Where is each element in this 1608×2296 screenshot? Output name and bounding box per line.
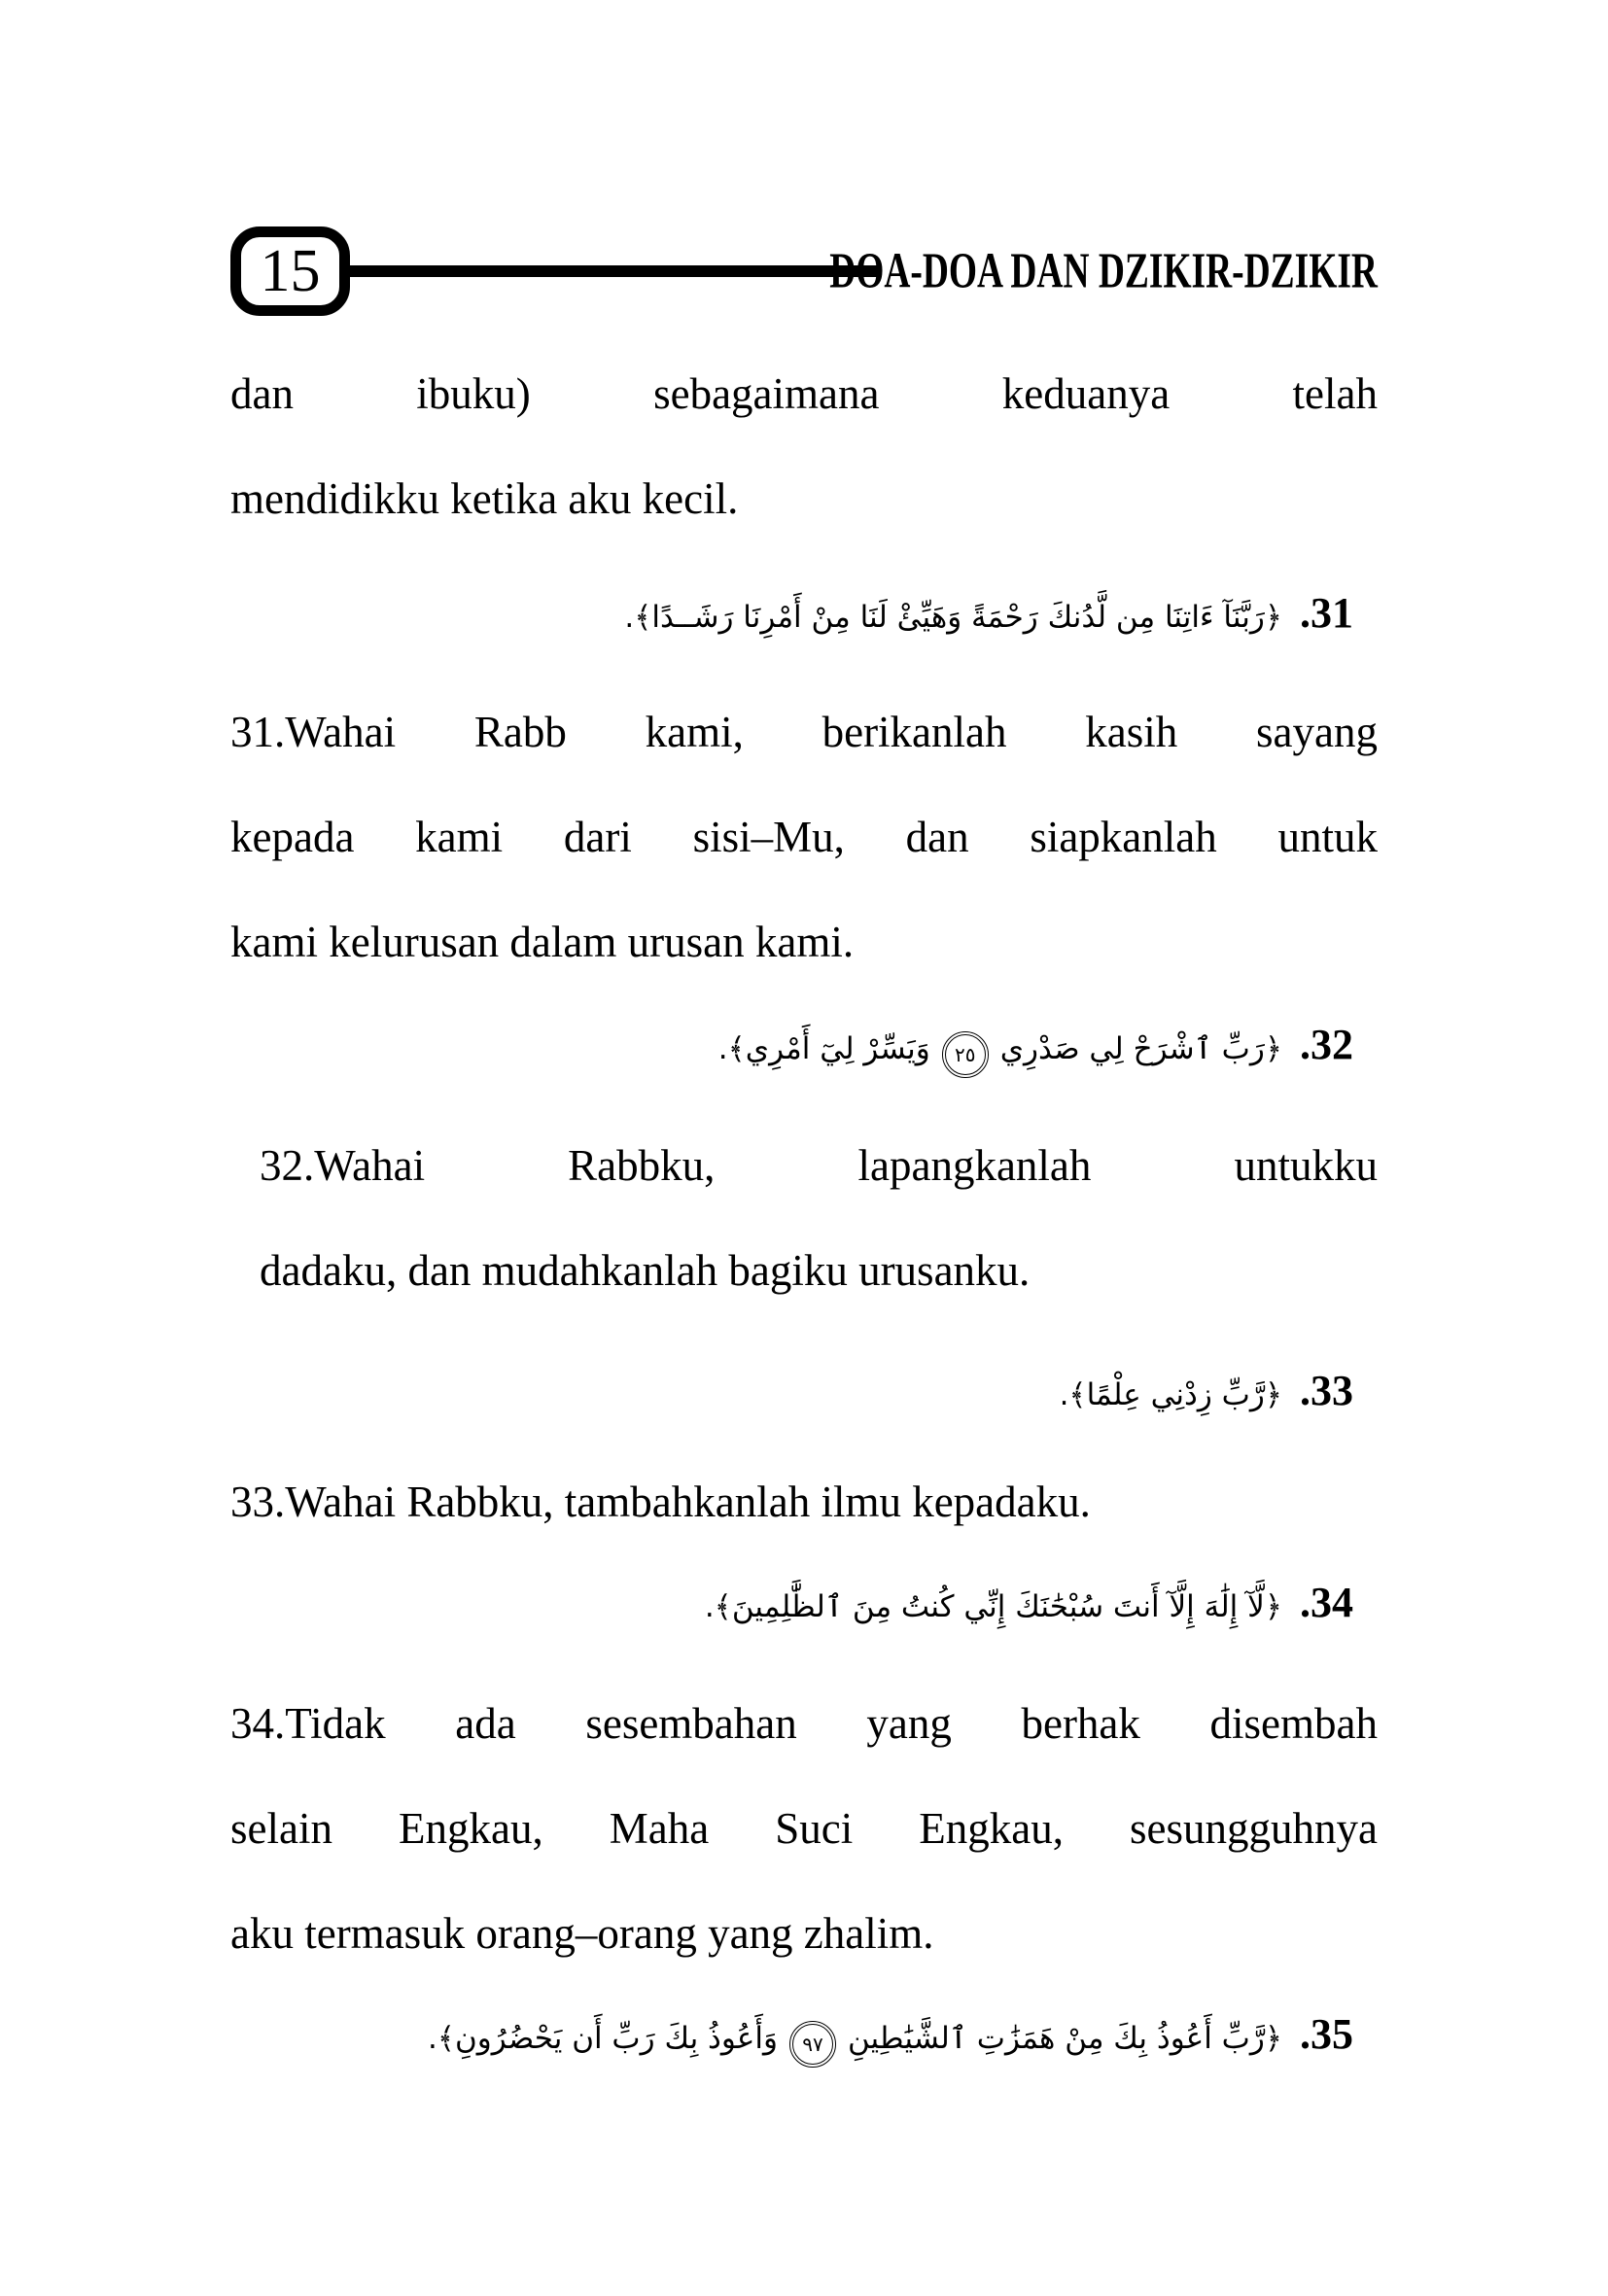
verse-arabic-35	[230, 1986, 1378, 2093]
intro-paragraph	[230, 341, 1378, 551]
arabic-text: ﴿رَّبِّ زِدْنِي عِلْمًا﴾.	[1059, 1377, 1282, 1412]
arabic-text: ﴿لَّآ إِلَٰهَ إِلَّآ أَنتَ سُبْحَٰنَكَ إِنِّي كُنتُ مِنَ ٱلظَّٰلِمِينَ﴾.	[704, 1589, 1282, 1624]
translation-line: selain Engkau, Maha Suci Engkau, sesungguhnya	[230, 1804, 1378, 1853]
translation-line: kepada kami dari sisi–Mu, dan siapkanlah untuk	[230, 813, 1378, 861]
verse-arabic-32	[230, 996, 1378, 1103]
page-number: 15	[260, 238, 321, 304]
ayah-end-marker: ٩٧	[789, 2021, 836, 2068]
verse-translation-31	[230, 679, 1378, 994]
verse-arabic-33	[230, 1342, 1378, 1449]
page-title: DOA-DOA DAN DZIKIR-DZIKIR	[829, 243, 1378, 299]
verse-translation-34	[230, 1671, 1378, 1986]
verse-number: 33.	[1300, 1367, 1353, 1414]
verse-number: 35.	[1300, 2010, 1353, 2058]
translation-line: 32.Wahai Rabbku, lapangkanlah untukku	[260, 1141, 1378, 1190]
translation-line: dadaku, dan mudahkanlah bagiku urusanku.	[260, 1246, 1031, 1295]
translation-line: 34.Tidak ada sesembahan yang berhak disembah	[230, 1699, 1378, 1748]
translation-line: kami kelurusan dalam urusan kami.	[230, 918, 855, 966]
translation-line: aku termasuk orang–orang yang zhalim.	[230, 1909, 934, 1958]
arabic-text: ﴿رَبَّنَآ ءَاتِنَا مِن لَّدُنكَ رَحْمَةً وَهَيِّئْ لَنَا مِنْ أَمْرِنَا رَشَــدًا﴾.	[624, 600, 1282, 635]
verse-translation-33	[230, 1449, 1378, 1554]
arabic-text: ﴿رَّبِّ أَعُوذُ بِكَ مِنْ هَمَزَٰتِ ٱلشَّيَٰطِينِ	[847, 2021, 1282, 2056]
translation-line: dan ibuku) sebagaimana keduanya telah	[230, 369, 1378, 418]
verse-arabic-34	[230, 1554, 1378, 1661]
arabic-text: وَيَسِّرْ لِيٓ أَمْرِي﴾.	[717, 1031, 930, 1066]
translation-line: 31.Wahai Rabb kami, berikanlah kasih sayang	[230, 708, 1378, 756]
arabic-text: ﴿رَبِّ ٱشْرَحْ لِي صَدْرِي	[999, 1031, 1282, 1066]
page-header	[230, 226, 1378, 316]
header-rule	[350, 265, 882, 277]
ayah-end-marker: ٢٥	[942, 1031, 989, 1078]
verse-translation-32	[230, 1113, 1378, 1323]
translation-line: mendidikku ketika aku kecil.	[230, 474, 739, 523]
verse-arabic-31	[230, 565, 1378, 672]
translation-line: 33.Wahai Rabbku, tambahkanlah ilmu kepadaku.	[230, 1478, 1091, 1526]
verse-number: 34.	[1300, 1579, 1353, 1626]
verse-number: 32.	[1300, 1021, 1353, 1068]
verse-number: 31.	[1300, 589, 1353, 637]
header-title-wrap	[829, 241, 1378, 301]
page-number-box	[230, 226, 350, 316]
arabic-text: وَأَعُوذُ بِكَ رَبِّ أَن يَحْضُرُونِ﴾.	[427, 2021, 778, 2056]
